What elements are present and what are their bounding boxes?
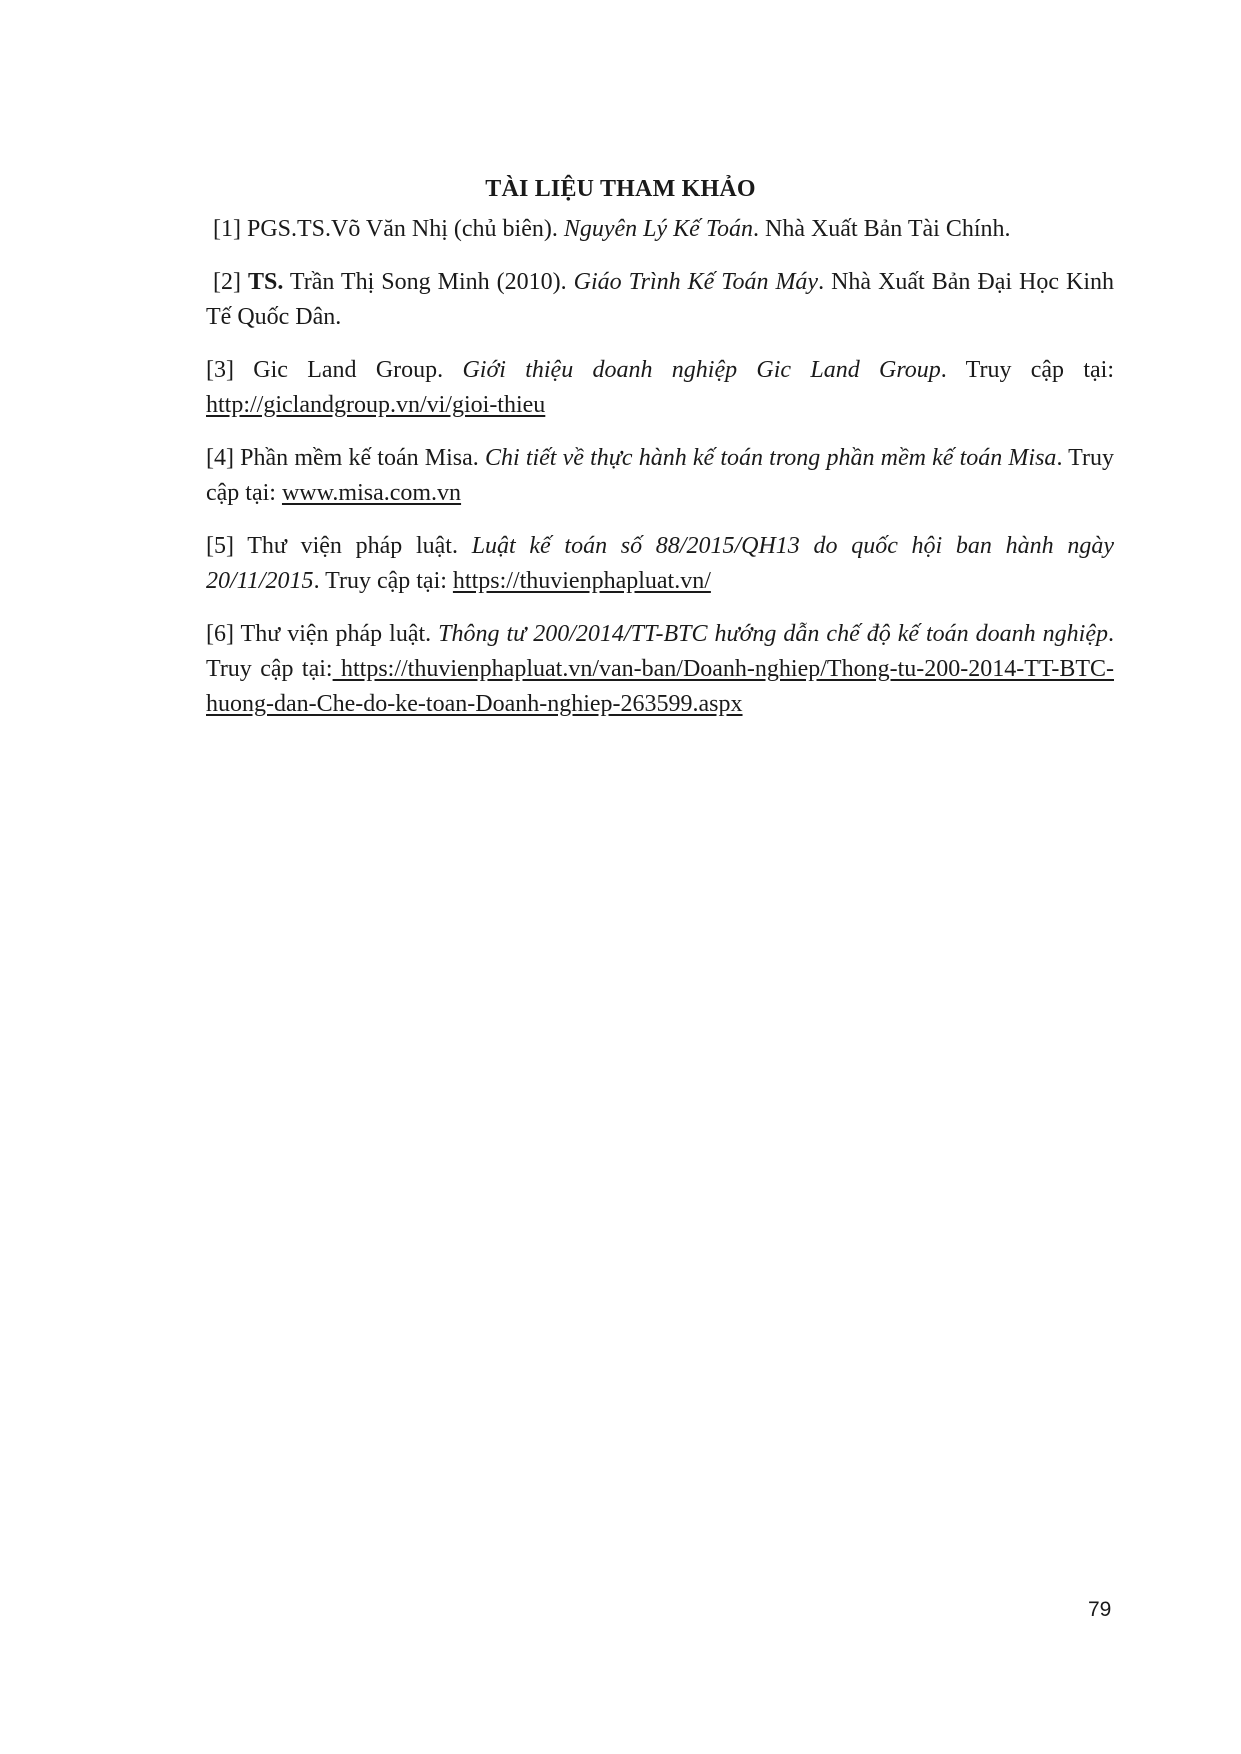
reference-item-3 — [206, 353, 1114, 423]
reference-title: Nguyên Lý Kế Toán — [563, 216, 753, 242]
reference-item-2 — [206, 265, 1114, 335]
reference-author: Phần mềm kế toán Misa. — [240, 445, 485, 471]
reference-author-prefix: TS. — [247, 269, 284, 295]
reference-number: [2] — [213, 269, 241, 295]
reference-author: Gic Land Group. — [253, 357, 463, 383]
reference-item-5 — [206, 529, 1114, 599]
reference-access-label: . Truy cập tại: — [206, 445, 1114, 506]
reference-author: Thư viện pháp luật. — [247, 533, 472, 559]
page-number: 79 — [1088, 1598, 1112, 1621]
reference-access-label: . Truy cập tại: — [206, 621, 1114, 682]
references-heading: TÀI LIỆU THAM KHẢO — [485, 176, 756, 202]
reference-number: [3] — [206, 357, 234, 383]
references-list — [206, 212, 1114, 740]
reference-title: Giới thiệu doanh nghiệp Gic Land Group — [462, 357, 941, 383]
reference-number: [1] — [213, 216, 241, 242]
reference-link[interactable]: www.misa.com.vn — [281, 480, 462, 506]
reference-author: Thư viện pháp luật. — [240, 621, 439, 647]
reference-author: PGS.TS.Võ Văn Nhị (chủ biên). — [246, 216, 564, 242]
reference-title: Thông tư 200/2014/TT-BTC hướng dẫn chế độ kế toán doanh nghiệp — [438, 621, 1108, 647]
reference-item-6 — [206, 617, 1114, 722]
reference-link[interactable]: http://giclandgroup.vn/vi/gioi-thieu — [206, 392, 546, 418]
reference-title: Chi tiết về thực hành kế toán trong phần mềm kế toán Misa — [484, 445, 1057, 471]
reference-number: [6] — [206, 621, 234, 647]
reference-link[interactable]: https://thuvienphapluat.vn/van-ban/Doanh-nghiep/Thong-tu-200-2014-TT-BTC-huong-dan-Che-do-ke-toan-Doanh-nghiep-263599.aspx — [206, 656, 1114, 717]
reference-publisher: . Nhà Xuất Bản Đại Học Kinh Tế Quốc Dân. — [206, 269, 1115, 330]
reference-access-label: . Truy cập tại: — [313, 568, 453, 594]
reference-publisher: . Nhà Xuất Bản Tài Chính. — [752, 216, 1011, 242]
reference-item-1 — [206, 212, 1114, 247]
reference-title: Giáo Trình Kế Toán Máy — [573, 269, 819, 295]
reference-title: Luật kế toán số 88/2015/QH13 do quốc hội ban hành ngày 20/11/2015 — [206, 533, 1114, 594]
reference-link[interactable]: https://thuvienphapluat.vn/ — [452, 568, 711, 594]
reference-access-label: . Truy cập tại: — [940, 357, 1114, 383]
reference-number: [4] — [206, 445, 234, 471]
reference-item-4 — [206, 441, 1114, 511]
reference-number: [5] — [206, 533, 234, 559]
reference-author: Trần Thị Song Minh (2010). — [283, 269, 574, 295]
